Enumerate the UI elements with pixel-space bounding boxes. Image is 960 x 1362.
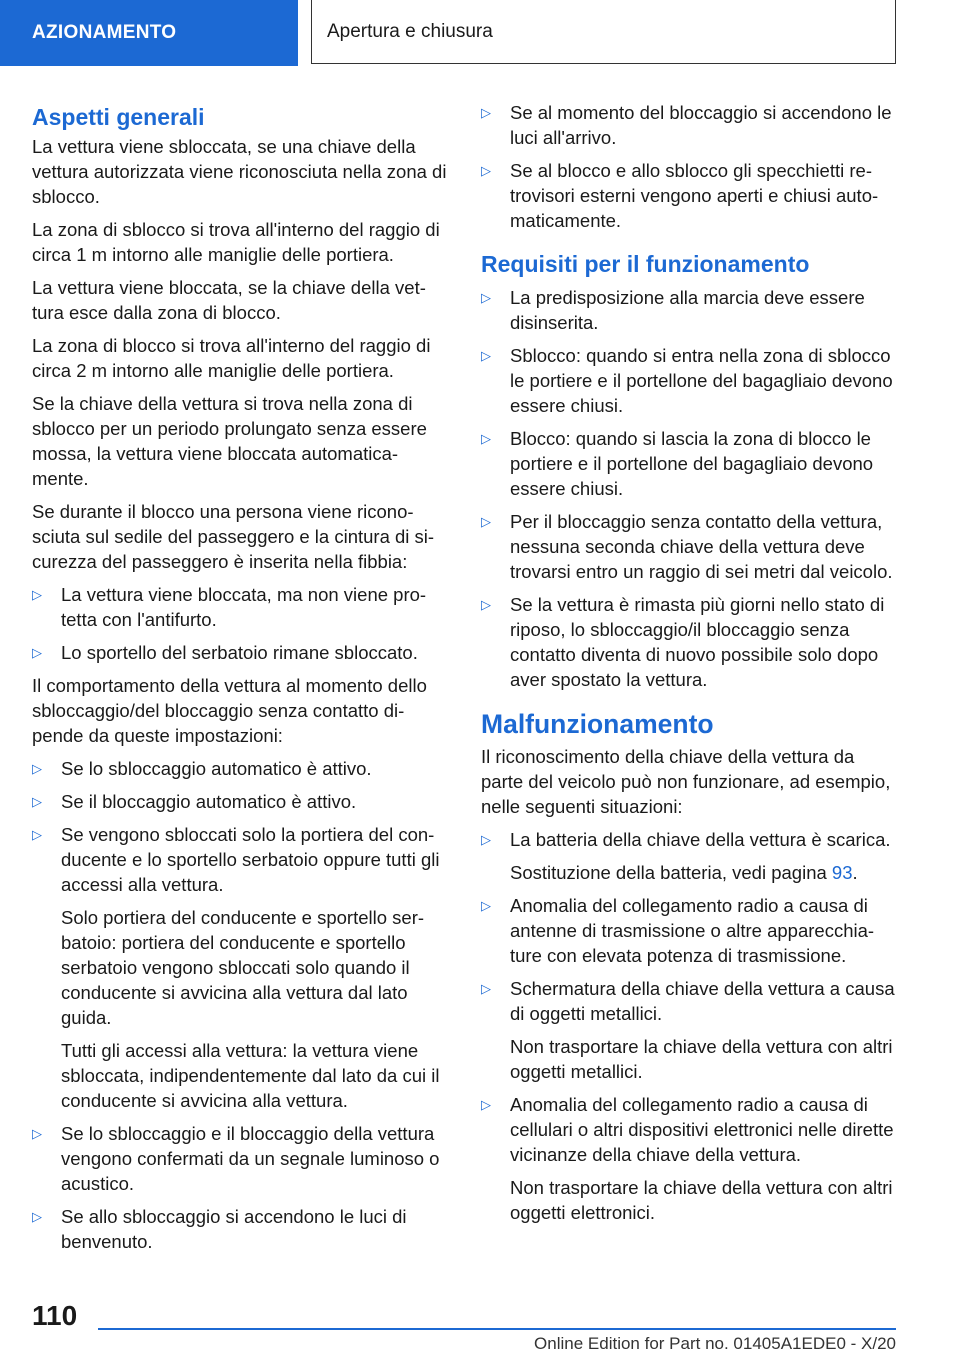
list-item-detail: Non trasportare la chiave della vettura con altri oggetti metallici. <box>510 1036 893 1082</box>
list-item: ▷ La vettura viene bloccata, ma non viene protetta con l'antifurto. <box>32 584 427 630</box>
triangle-bullet-icon: ▷ <box>32 761 42 776</box>
paragraph: Se la chiave della vettura si trova nella zona di sblocco per un periodo prolungato senza essere mossa, la vettura viene bloccata automaticamente. <box>32 393 427 489</box>
list-item-detail: Solo portiera del conducente e sportello serbatoio: portiera del conducente e sportello serbatoio vengono sbloccati solo quando il conducente si avvicina alla vettura dal lato guida. <box>61 907 425 1028</box>
list-item: ▷ Se lo sbloccaggio automatico è attivo. <box>32 758 372 779</box>
paragraph: La zona di blocco si trova all'interno del raggio di circa 2 m intorno alle maniglie delle portiera. <box>32 335 431 381</box>
list-item: ▷ Se il bloccaggio automatico è attivo. <box>32 791 357 812</box>
triangle-bullet-icon: ▷ <box>481 981 491 996</box>
triangle-bullet-icon: ▷ <box>32 1126 42 1141</box>
list-item: ▷ Se lo sbloccaggio e il bloccaggio della vettura vengono confermati da un segnale luminoso o acustico. <box>32 1123 440 1194</box>
list-item: ▷ Lo sportello del serbatoio rimane sbloccato. <box>32 642 418 663</box>
triangle-bullet-icon: ▷ <box>481 1097 491 1112</box>
edition-label: Online Edition for Part no. 01405A1EDE0 - X/20 <box>534 1334 896 1353</box>
list-item: ▷ Anomalia del collegamento radio a causa di cellulari o altri dispositivi elettronici nelle dirette vicinanze della chiave della vettura. Non trasportare la chiave della vettura con altri oggetti elettronici. <box>481 1092 896 1225</box>
list-item: ▷ Se la vettura è rimasta più giorni nello stato di riposo, lo sbloccaggio/il bloccaggio senza contatto diventa di nuovo possibile solo dopo aver spostato la vettura. <box>481 594 885 690</box>
bullet-list <box>32 582 447 665</box>
paragraph: La zona di sblocco si trova all'interno del raggio di circa 1 m intorno alle maniglie delle portiera. <box>32 219 440 265</box>
triangle-bullet-icon: ▷ <box>32 645 42 660</box>
right-column <box>481 100 896 1233</box>
triangle-bullet-icon: ▷ <box>481 163 491 178</box>
triangle-bullet-icon: ▷ <box>481 348 491 363</box>
bullet-list <box>481 827 896 1225</box>
triangle-bullet-icon: ▷ <box>481 597 491 612</box>
chapter-title: Apertura e chiusura <box>311 0 896 64</box>
heading-aspetti-generali: Aspetti generali <box>32 104 205 130</box>
list-item-detail: Non trasportare la chiave della vettura con altri oggetti elettronici. <box>510 1177 893 1223</box>
list-item: ▷ Schermatura della chiave della vettura a causa di oggetti metallici. Non trasportare la chiave della vettura con altri oggetti metallici. <box>481 978 895 1082</box>
triangle-bullet-icon: ▷ <box>32 1209 42 1224</box>
paragraph: La vettura viene bloccata, se la chiave della vettura esce dalla zona di blocco. <box>32 277 426 323</box>
list-item: ▷ Per il bloccaggio senza contatto della vettura, nessuna seconda chiave della vettura deve trovarsi entro un raggio di sei metri dal veicolo. <box>481 511 893 582</box>
list-item: ▷ Blocco: quando si lascia la zona di blocco le portiere e il portellone del bagagliaio devono essere chiusi. <box>481 428 874 499</box>
list-item-detail: Tutti gli accessi alla vettura: la vettura viene sbloccata, indipendentemente dal lato da cui il conducente si avvicina alla vettura. <box>61 1040 440 1111</box>
triangle-bullet-icon: ▷ <box>481 832 491 847</box>
triangle-bullet-icon: ▷ <box>32 587 42 602</box>
list-item: ▷ La batteria della chiave della vettura è scarica. Sostituzione della batteria, vedi pagina 93. <box>481 827 896 885</box>
list-item-detail: Sostituzione della batteria, vedi pagina 93. <box>510 862 858 883</box>
list-item: ▷ La predisposizione alla marcia deve essere disinserita. <box>481 287 865 333</box>
triangle-bullet-icon: ▷ <box>32 794 42 809</box>
left-column <box>32 100 447 1262</box>
paragraph: Il riconoscimento della chiave della vettura da parte del veicolo può non funzionare, ad esempio, nelle seguenti situazioni: <box>481 746 891 817</box>
section-tab: AZIONAMENTO <box>0 0 298 66</box>
paragraph: Il comportamento della vettura al momento dello sbloccaggio/del bloccaggio senza contatto dipende da queste impostazioni: <box>32 675 427 746</box>
paragraph: Se durante il blocco una persona viene riconosciuta sul sedile del passeggero e la cintura di sicurezza del passeggero è inserita nella fibbia: <box>32 501 435 572</box>
list-item: ▷ Se al blocco e allo sblocco gli specchietti retrovisori esterni vengono aperti e chiusi automaticamente. <box>481 160 879 231</box>
bullet-list <box>32 756 447 1254</box>
page-link[interactable]: 93 <box>831 862 853 883</box>
paragraph: La vettura viene sbloccata, se una chiave della vettura autorizzata viene riconosciuta nella zona di sblocco. <box>32 136 447 207</box>
bullet-list <box>481 100 896 233</box>
bullet-list <box>481 285 896 692</box>
page-number: 110 <box>32 1300 78 1331</box>
triangle-bullet-icon: ▷ <box>481 290 491 305</box>
triangle-bullet-icon: ▷ <box>481 514 491 529</box>
list-item: ▷ Anomalia del collegamento radio a causa di antenne di trasmissione o altre apparecchiature con elevata potenza di trasmissione. <box>481 895 875 966</box>
list-item: ▷ Sblocco: quando si entra nella zona di sblocco le portiere e il portellone del bagagliaio devono essere chiusi. <box>481 345 893 416</box>
footer-divider <box>98 1328 896 1330</box>
list-item: ▷ Se vengono sbloccati solo la portiera del conducente e lo sportello serbatoio oppure tutti gli accessi alla vettura. Solo portiera del conducente e sportello serbatoio: portiera del conducente e sportello serbatoio vengono sbloccati solo quando il conducente si avvicina alla vettura dal lato guida. Tutti gli accessi alla vettura: la vettura viene sbloccata, indipendentemente dal lato da cui il conducente si avvicina alla vettura. <box>32 822 447 1113</box>
list-item: ▷ Se allo sbloccaggio si accendono le luci di benvenuto. <box>32 1206 407 1252</box>
triangle-bullet-icon: ▷ <box>32 827 42 842</box>
triangle-bullet-icon: ▷ <box>481 431 491 446</box>
page-header <box>0 0 960 66</box>
triangle-bullet-icon: ▷ <box>481 898 491 913</box>
heading-malfunzionamento: Malfunzionamento <box>481 709 714 739</box>
list-item: ▷ Se al momento del bloccaggio si accendono le luci all'arrivo. <box>481 102 892 148</box>
triangle-bullet-icon: ▷ <box>481 105 491 120</box>
heading-requisiti: Requisiti per il funzionamento <box>481 251 810 277</box>
